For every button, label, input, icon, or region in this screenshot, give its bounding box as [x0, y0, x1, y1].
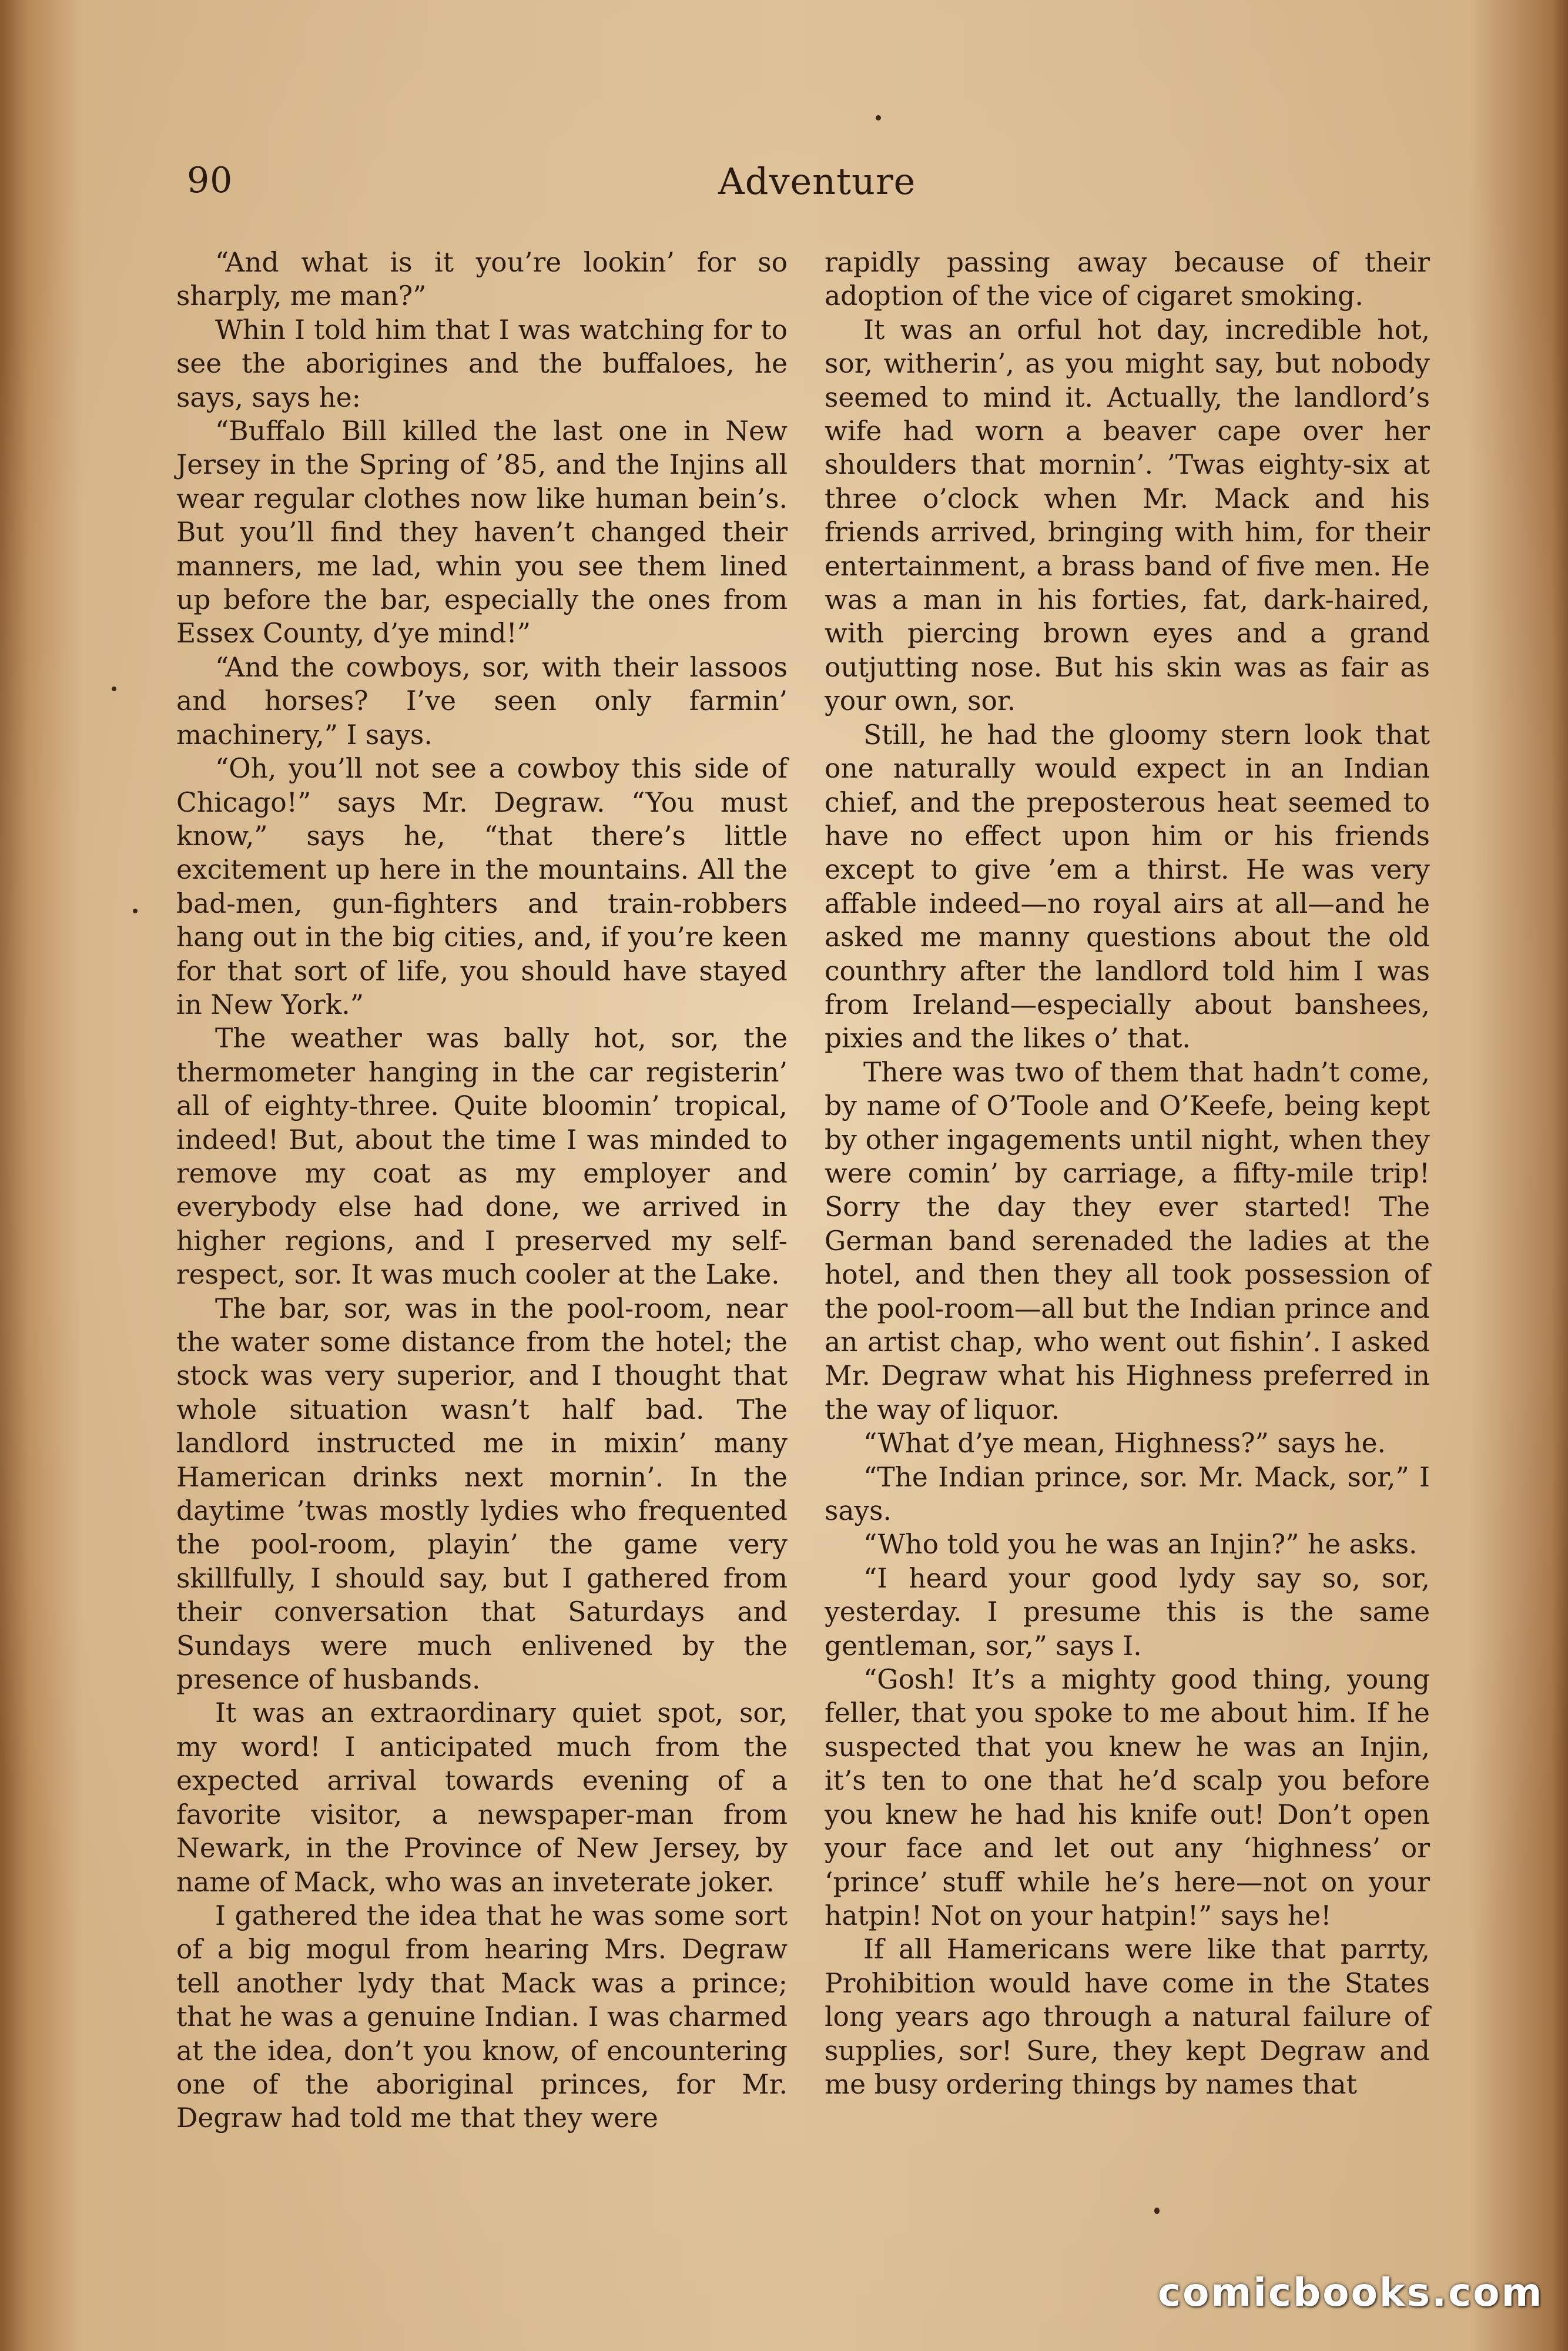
right-column-paragraph: rapidly passing away because of their adoption of the vice of cigaret smoking.	[825, 247, 1430, 312]
right-column-paragraph: If all Hamericans were like that parrty, Prohibition would have come in the States long years ago through a natural failure of supplies, sor! Sure, they kept Degraw and me busy ordering things by names that	[825, 1934, 1430, 2100]
left-column-paragraph: The bar, sor, was in the pool-room, near the water some distance from the hotel; the stock was very superior, and I thought that whole situation wasn’t half bad. The landlord instructed me in mixin’ many Hamerican drinks next mornin’. In the daytime ’twas mostly lydies who frequented the pool-room, playin’ the game very skillfully, I should say, but I gathered from their conversation that Saturdays and Sundays were much enlivened by the presence of husbands.	[176, 1292, 788, 1696]
running-head: Adventure	[718, 160, 916, 203]
right-column-paragraph: “I heard your good lydy say so, sor, yesterday. I presume this is the same gentleman, sor,” says I.	[825, 1562, 1430, 1662]
right-column-paragraph: There was two of them that hadn’t come, by name of O’Toole and O’Keefe, being kept by other ingagements until night, when they were comin’ by carriage, a fifty-mile trip! Sorry the day they ever started! The German band serenaded the ladies at the hotel, and then they all took possession of the pool-room—all but the Indian prince and an artist chap, who went out fishin’. I asked Mr. Degraw what his Highness preferred in the way of liquor.	[825, 1056, 1430, 1425]
paper-speck	[1154, 2208, 1160, 2214]
right-column-paragraph: “Gosh! It’s a mighty good thing, young feller, that you spoke to me about him. If he suspected that you knew he was an Injin, it’s ten to one that he’d scalp you before you knew he had his knife out! Don’t open your face and let out any ‘highness’ or ‘prince’ stuff while he’s here—not on your hatpin! Not on your hatpin!” says he!	[825, 1664, 1430, 1931]
page-number: 90	[187, 160, 233, 201]
right-column	[825, 246, 1430, 2101]
right-column-paragraph: It was an orful hot day, incredible hot, sor, witherin’, as you might say, but nobody seemed to mind it. Actually, the landlord’s wife had worn a beaver cape over her shoulders that mornin’. ’Twas eighty-six at three o’clock when Mr. Mack and his friends arrived, bringing with him, for their entertainment, a brass band of five men. He was a man in his forties, fat, dark-haired, with piercing brown eyes and a grand outjutting nose. But his skin was as fair as your own, sor.	[825, 314, 1430, 717]
right-column-paragraph: “What d’ye mean, Highness?” says he.	[863, 1428, 1386, 1459]
left-column-paragraph: I gathered the idea that he was some sort of a big mogul from hearing Mrs. Degraw tell another lydy that Mack was a prince; that he was a genuine Indian. I was charmed at the idea, don’t you know, of encountering one of the aboriginal princes, for Mr. Degraw had told me that they were	[176, 1900, 788, 2134]
paper-speck	[112, 686, 116, 691]
right-column-paragraph: “Who told you he was an Injin?” he asks.	[863, 1529, 1418, 1560]
left-column	[176, 246, 788, 2135]
left-column-paragraph: The weather was bally hot, sor, the thermometer hanging in the car registerin’ all of eighty-three. Quite bloomin’ tropical, indeed! But, about the time I was minded to remove my coat as my employer and everybody else had done, we arrived in higher regions, and I preserved my self-respect, sor. It was much cooler at the Lake.	[176, 1023, 788, 1291]
left-column-paragraph: “Oh, you’ll not see a cowboy this side of Chicago!” says Mr. Degraw. “You must know,” says he, “that there’s little excitement up here in the mountains. All the bad-men, gun-fighters and train-robbers hang out in the big cities, and, if you’re keen for that sort of life, you should have stayed in New York.”	[176, 753, 788, 1020]
paper-speck	[133, 909, 138, 913]
left-column-paragraph: “Buffalo Bill killed the last one in New Jersey in the Spring of ’85, and the Injins all wear regular clothes now like human bein’s. But you’ll find they haven’t changed their manners, me lad, whin you see them lined up before the bar, especially the ones from Essex County, d’ye mind!”	[176, 416, 788, 649]
right-column-paragraph: “The Indian prince, sor. Mr. Mack, sor,” I says.	[825, 1461, 1430, 1527]
watermark: comicbooks.com	[1158, 2270, 1544, 2315]
left-column-paragraph: Whin I told him that I was watching for to see the aborigines and the buffaloes, he says, says he:	[176, 314, 788, 413]
left-column-paragraph: “And the cowboys, sor, with their lassoos and horses? I’ve seen only farmin’ machinery,” I says.	[176, 651, 788, 751]
paper-speck	[876, 115, 881, 120]
left-column-paragraph: “And what is it you’re lookin’ for so sharply, me man?”	[176, 247, 788, 312]
left-column-paragraph: It was an extraordinary quiet spot, sor, my word! I anticipated much from the expected arrival towards evening of a favorite visitor, a newspaper-man from Newark, in the Province of New Jersey, by name of Mack, who was an inveterate joker.	[176, 1697, 788, 1898]
right-column-paragraph: Still, he had the gloomy stern look that one naturally would expect in an Indian chief, and the preposterous heat seemed to have no effect upon him or his friends except to give ’em a thirst. He was very affable indeed—no royal airs at all—and he asked me manny questions about the old counthry after the landlord told him I was from Ireland—especially about banshees, pixies and the likes o’ that.	[825, 719, 1430, 1054]
